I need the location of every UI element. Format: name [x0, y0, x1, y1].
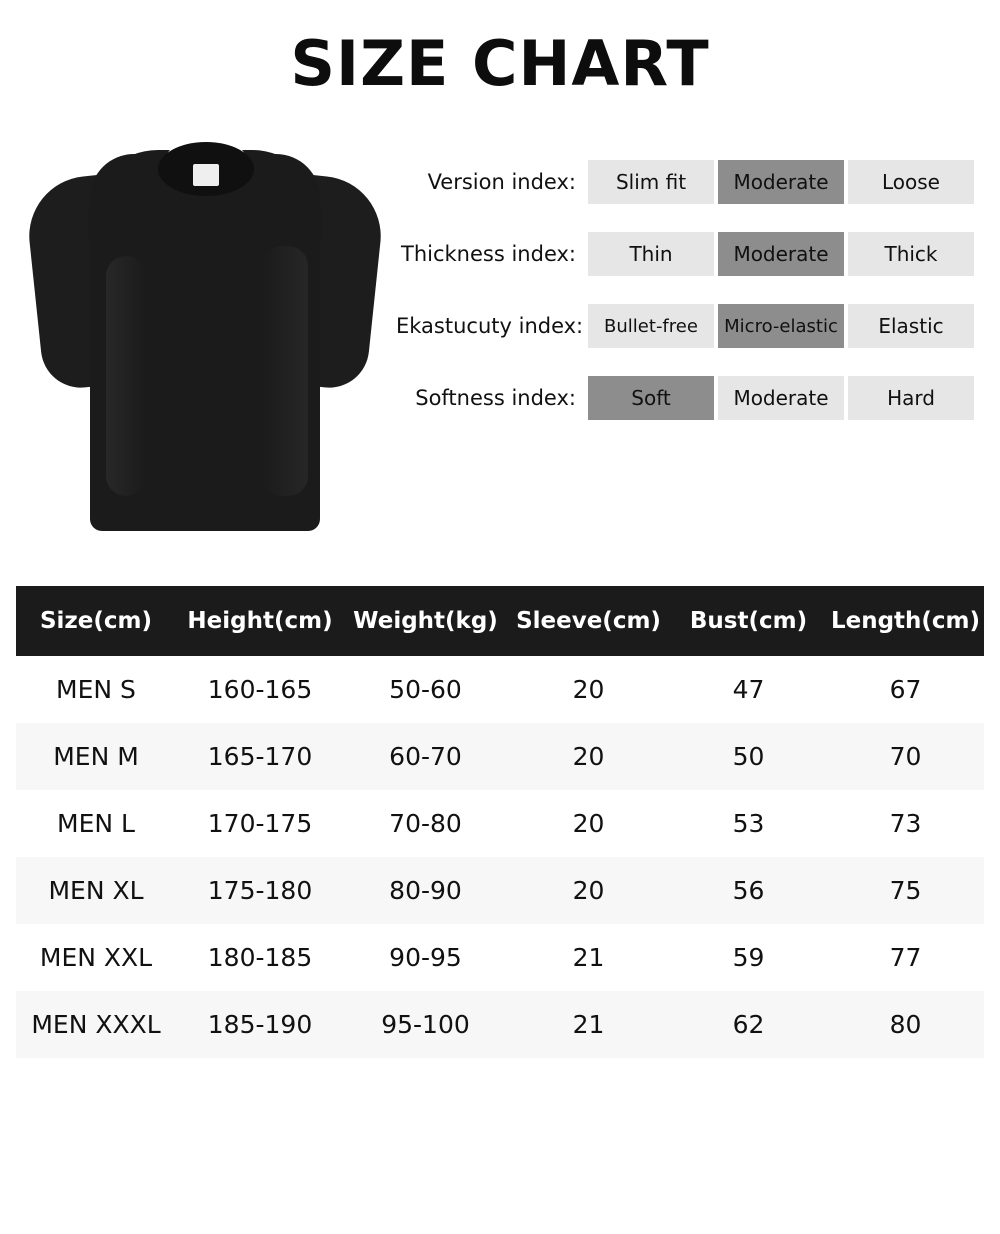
- index-option-softness-moderate[interactable]: Moderate: [718, 376, 844, 420]
- index-option-elasticity-bullet-free[interactable]: Bullet-free: [588, 304, 714, 348]
- column-header-sleeve: Sleeve(cm): [507, 586, 670, 656]
- index-option-thickness-thick[interactable]: Thick: [848, 232, 974, 276]
- table-row: [16, 723, 984, 790]
- cell-height: 165-170: [176, 723, 344, 790]
- cell-size: MEN M: [16, 723, 176, 790]
- tshirt-highlight-right: [262, 246, 308, 496]
- cell-size: MEN L: [16, 790, 176, 857]
- index-option-version-loose[interactable]: Loose: [848, 160, 974, 204]
- cell-bust: 59: [670, 924, 827, 991]
- cell-size: MEN S: [16, 656, 176, 723]
- cell-height: 175-180: [176, 857, 344, 924]
- index-option-version-moderate[interactable]: Moderate: [718, 160, 844, 204]
- index-options-elasticity: [588, 304, 974, 348]
- cell-bust: 62: [670, 991, 827, 1058]
- index-option-softness-soft[interactable]: Soft: [588, 376, 714, 420]
- table-row: [16, 857, 984, 924]
- index-grid: [396, 124, 984, 420]
- cell-weight: 80-90: [344, 857, 507, 924]
- index-label-thickness: Thickness index:: [401, 242, 576, 267]
- table-header-row: [16, 586, 984, 656]
- cell-size: MEN XXL: [16, 924, 176, 991]
- tshirt-illustration: [30, 136, 380, 536]
- cell-sleeve: 21: [507, 991, 670, 1058]
- cell-height: 160-165: [176, 656, 344, 723]
- size-table: [16, 586, 984, 1058]
- cell-bust: 56: [670, 857, 827, 924]
- tshirt-highlight-left: [106, 256, 146, 496]
- cell-height: 170-175: [176, 790, 344, 857]
- cell-height: 180-185: [176, 924, 344, 991]
- cell-bust: 53: [670, 790, 827, 857]
- index-options-version: [588, 160, 974, 204]
- index-option-version-slim-fit[interactable]: Slim fit: [588, 160, 714, 204]
- index-options-thickness: [588, 232, 974, 276]
- cell-length: 70: [827, 723, 984, 790]
- index-option-thickness-thin[interactable]: Thin: [588, 232, 714, 276]
- column-header-height: Height(cm): [176, 586, 344, 656]
- index-label-elasticity: Ekastucuty index:: [396, 314, 584, 339]
- cell-length: 73: [827, 790, 984, 857]
- table-row: [16, 790, 984, 857]
- cell-bust: 50: [670, 723, 827, 790]
- index-option-softness-hard[interactable]: Hard: [848, 376, 974, 420]
- cell-sleeve: 20: [507, 790, 670, 857]
- cell-size: MEN XXXL: [16, 991, 176, 1058]
- cell-weight: 70-80: [344, 790, 507, 857]
- column-header-length: Length(cm): [827, 586, 984, 656]
- cell-weight: 90-95: [344, 924, 507, 991]
- index-option-elasticity-micro-elastic[interactable]: Micro-elastic: [718, 304, 844, 348]
- index-row-thickness: [396, 232, 984, 276]
- index-option-thickness-moderate[interactable]: Moderate: [718, 232, 844, 276]
- cell-sleeve: 20: [507, 857, 670, 924]
- index-options-softness: [588, 376, 974, 420]
- page-title: SIZE CHART: [290, 27, 710, 100]
- cell-length: 75: [827, 857, 984, 924]
- cell-weight: 50-60: [344, 656, 507, 723]
- cell-height: 185-190: [176, 991, 344, 1058]
- index-row-version: [396, 160, 984, 204]
- tshirt-neck-label: [193, 164, 219, 186]
- table-row: [16, 991, 984, 1058]
- index-label-version: Version index:: [427, 170, 576, 195]
- product-and-indices-section: [0, 124, 1000, 564]
- column-header-weight: Weight(kg): [344, 586, 507, 656]
- cell-weight: 60-70: [344, 723, 507, 790]
- cell-sleeve: 20: [507, 723, 670, 790]
- cell-length: 77: [827, 924, 984, 991]
- table-row: [16, 924, 984, 991]
- cell-sleeve: 21: [507, 924, 670, 991]
- index-row-softness: [396, 376, 984, 420]
- cell-bust: 47: [670, 656, 827, 723]
- cell-weight: 95-100: [344, 991, 507, 1058]
- index-option-elasticity-elastic[interactable]: Elastic: [848, 304, 974, 348]
- column-header-size: Size(cm): [16, 586, 176, 656]
- cell-size: MEN XL: [16, 857, 176, 924]
- index-row-elasticity: [396, 304, 984, 348]
- cell-length: 67: [827, 656, 984, 723]
- table-row: [16, 656, 984, 723]
- cell-sleeve: 20: [507, 656, 670, 723]
- column-header-bust: Bust(cm): [670, 586, 827, 656]
- cell-length: 80: [827, 991, 984, 1058]
- product-image: [16, 124, 396, 544]
- index-label-softness: Softness index:: [415, 386, 576, 411]
